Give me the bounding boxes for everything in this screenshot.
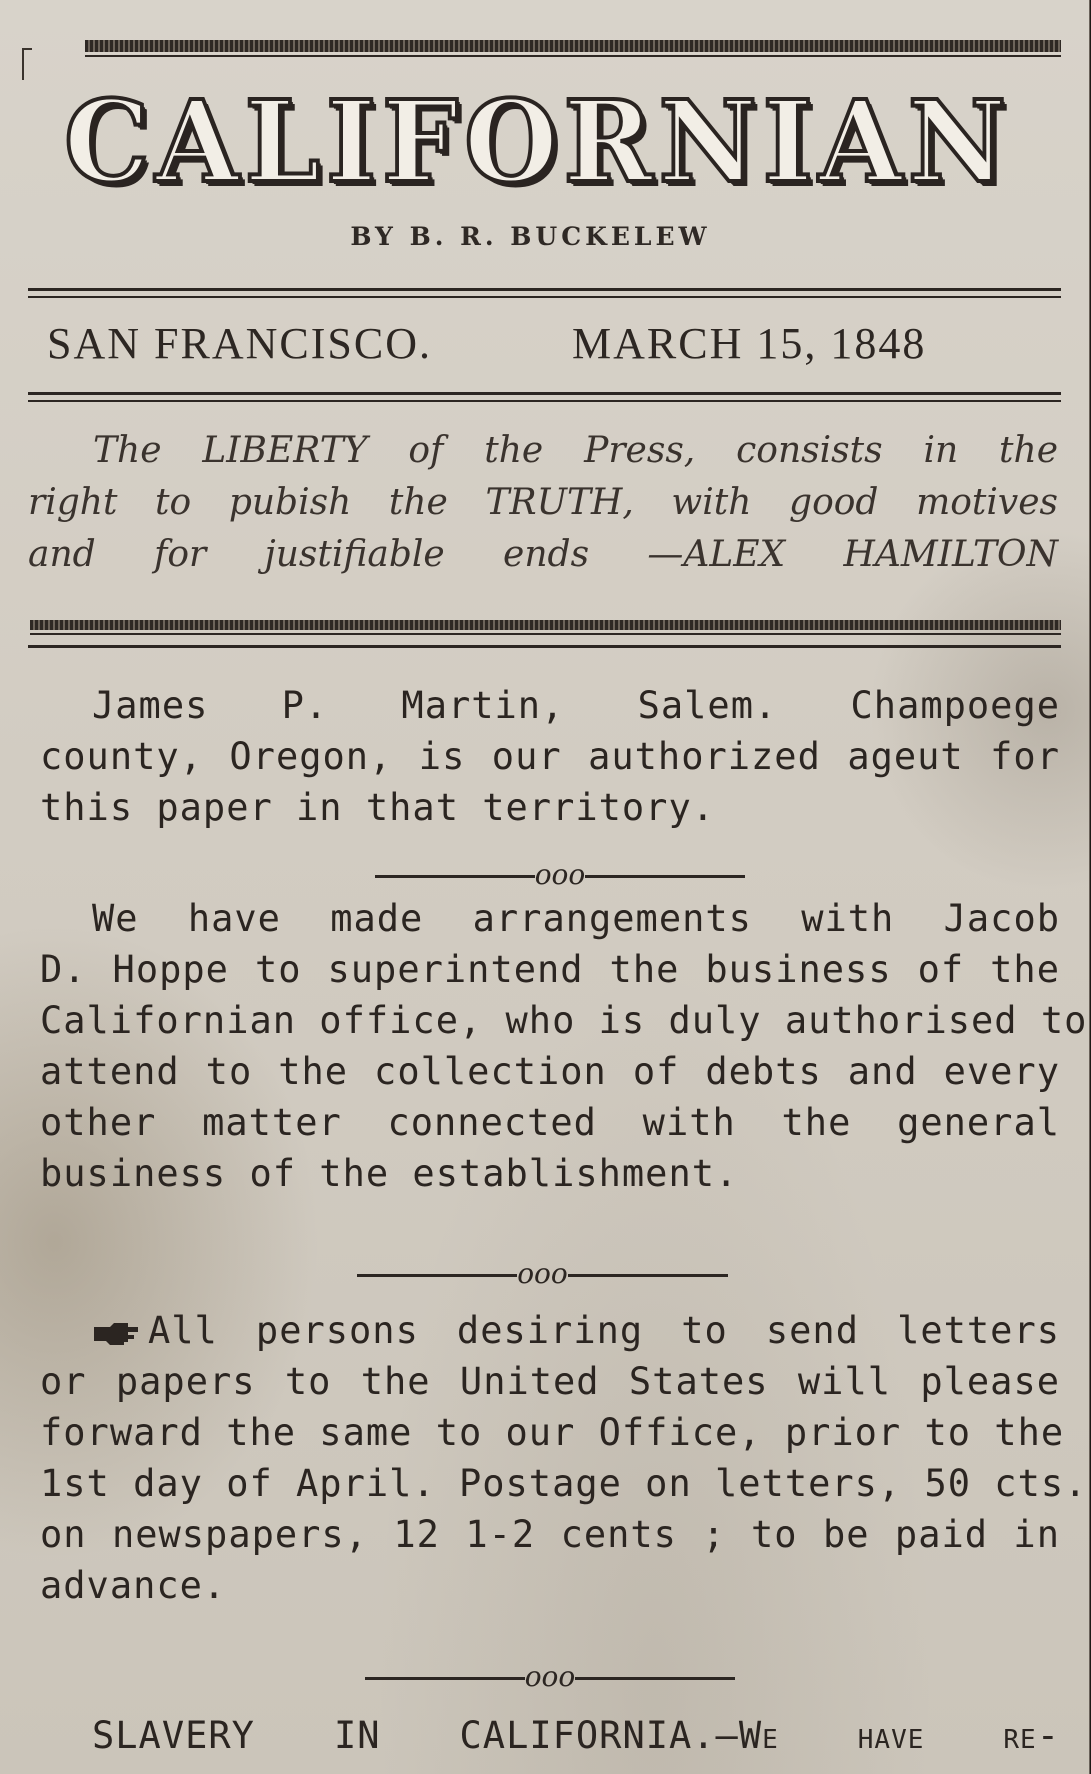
article-line-text: All persons desiring to send letters (148, 1309, 1060, 1352)
separator-mark: ooo (534, 858, 586, 891)
section-separator (355, 1660, 745, 1693)
article-line: D. Hoppe to superintend the business of the (40, 948, 1060, 991)
motto-line: and for justifiable ends —ALEX HAMILTON (28, 534, 1058, 575)
dateline-date: MARCH 15, 1848 (572, 319, 927, 368)
article-line: other matter connected with the general (40, 1101, 1060, 1144)
article-line: forward the same to our Office, prior to the (40, 1411, 1065, 1454)
dateline-place: SAN FRANCISCO. (47, 319, 432, 368)
top-ornamental-rule (85, 40, 1061, 52)
article-line: advance. (40, 1564, 227, 1607)
separator-mark: ooo (517, 1257, 568, 1290)
dateline-rule-top (28, 288, 1061, 291)
article-line (40, 1305, 1060, 1356)
motto-ornamental-rule (30, 620, 1061, 630)
article-line: We have made arrangements with Jacob (92, 897, 1060, 940)
hamilton-motto (28, 425, 1058, 581)
corner-bracket (22, 48, 32, 80)
section-separator (345, 1257, 740, 1290)
article-line: 1st day of April. Postage on letters, 50 cts. (40, 1462, 1088, 1505)
dateline-rule-bottom (28, 392, 1061, 395)
dateline-rule-top-thin (28, 296, 1061, 298)
motto-line: right to pubish the TRUTH, with good motives (28, 482, 1058, 523)
article-line: Californian office, who is duly authorised to (40, 999, 1088, 1042)
masthead-byline: BY B. R. BUCKELEW (350, 222, 711, 251)
agent-notice (40, 680, 1060, 833)
pointing-hand-icon (92, 1319, 140, 1347)
section-separator (355, 858, 765, 891)
slavery-article-heading (40, 1710, 1060, 1761)
motto-line: The LIBERTY of the Press, consists in the (93, 430, 1058, 471)
dateline (47, 318, 1027, 369)
masthead-title: CALIFORNIAN (64, 77, 1012, 208)
article-line: county, Oregon, is our authorized ageut for (40, 735, 1060, 778)
article-line: SLAVERY IN CALIFORNIA.—We have re- (92, 1714, 1060, 1757)
article-line: on newspapers, 12 1-2 cents ; to be paid in (40, 1513, 1060, 1556)
dateline-rule-bottom-thin (28, 400, 1061, 402)
postage-notice (40, 1305, 1088, 1611)
article-line: or papers to the United States will please (40, 1360, 1060, 1403)
separator-mark: ooo (524, 1660, 576, 1693)
business-notice (40, 893, 1088, 1199)
article-line: James P. Martin, Salem. Champoege (92, 684, 1060, 727)
article-line: business of the establishment. (40, 1152, 739, 1195)
article-line: this paper in that territory. (40, 786, 716, 829)
article-line: attend to the collection of debts and every (40, 1050, 1060, 1093)
motto-rule-bottom (28, 645, 1061, 648)
